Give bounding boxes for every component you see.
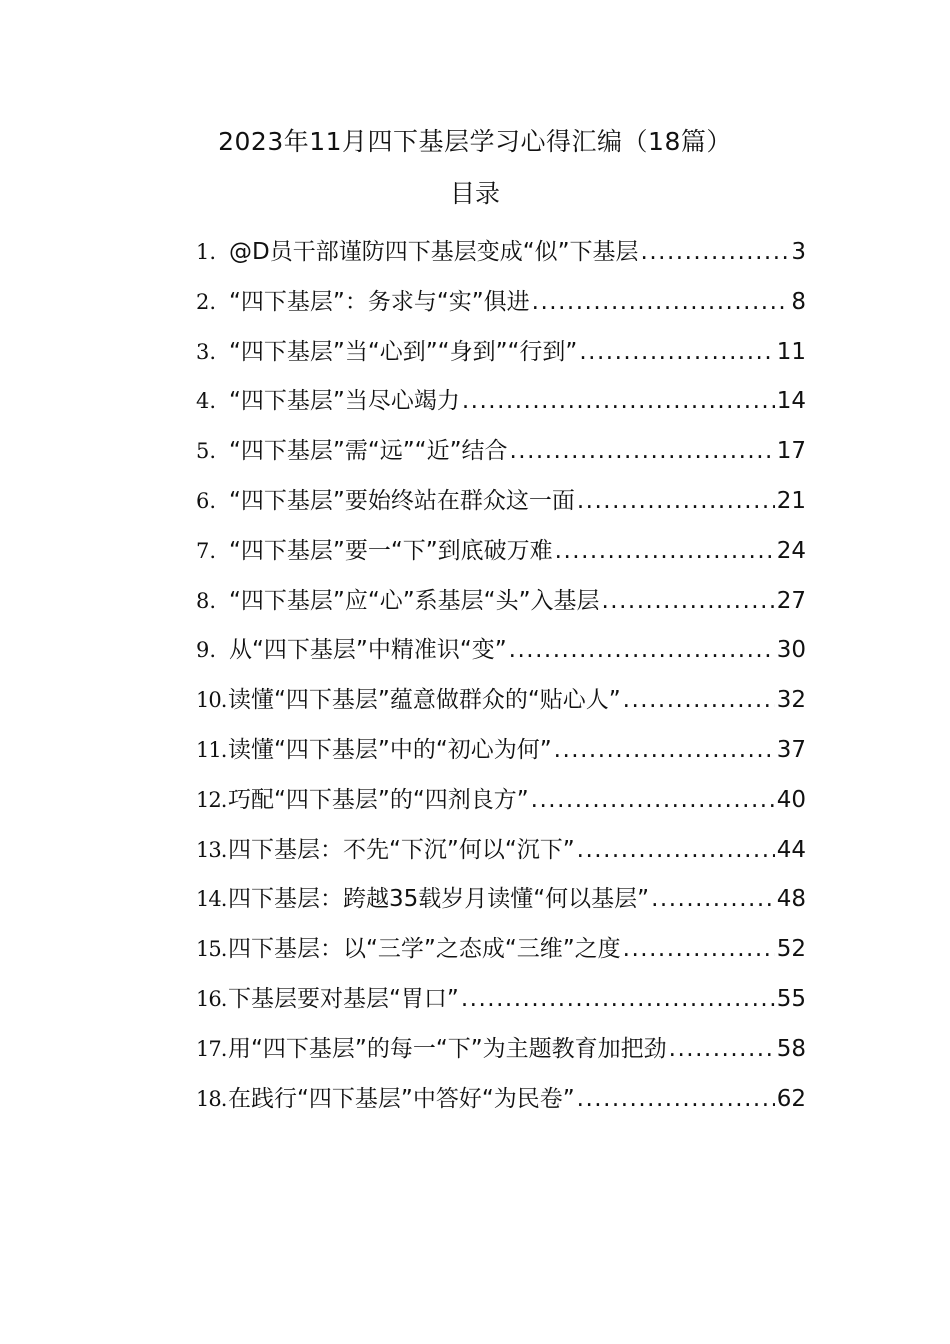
- toc-entry-title: “四下基层”需“远”“近”结合: [229, 438, 508, 465]
- toc-entry[interactable]: [196, 978, 806, 1028]
- toc-entry-title: 从“四下基层”中精准识“变”: [229, 637, 507, 664]
- toc-entry-title: 下基层要对基层“胃口”: [228, 985, 459, 1012]
- toc-entry-number: 3.: [196, 339, 217, 364]
- toc-entry-title: “四下基层”要一“下”到底破万难: [229, 537, 553, 564]
- toc-entry[interactable]: [196, 530, 806, 580]
- toc-entry-title: 读懂“四下基层”中的“初心为何”: [228, 736, 552, 763]
- toc-entry-title: @D员干部谨防四下基层变成“似”下基层: [229, 239, 639, 265]
- toc-dot-leader: [577, 1078, 775, 1120]
- toc-entry-page: 52: [776, 936, 806, 963]
- toc-entry[interactable]: [196, 1078, 806, 1128]
- toc-entry-title: “四下基层”：务求与“实”俱进: [229, 288, 530, 315]
- toc-entry-title: 巧配“四下基层”的“四剂良方”: [228, 786, 529, 813]
- toc-entry-page: 21: [776, 487, 806, 514]
- toc-entry[interactable]: [196, 878, 806, 928]
- toc-entry-title: “四下基层”应“心”系基层“头”入基层: [229, 587, 600, 614]
- toc-entry-title: 四下基层：不先“下沉”何以“沉下”: [228, 836, 575, 863]
- toc-entry-number: 12.: [196, 787, 227, 812]
- toc-entry-number: 17.: [196, 1036, 227, 1061]
- toc-entry-page: 32: [776, 687, 806, 714]
- toc-entry-number: 5.: [196, 439, 217, 464]
- document-title: 2023年11月四下基层学习心得汇编（18篇）: [218, 127, 732, 156]
- toc-entry-page: 8: [791, 288, 806, 315]
- toc-dot-leader: [461, 978, 775, 1020]
- toc-entry-page: 27: [776, 587, 806, 614]
- toc-entry-number: 13.: [196, 837, 227, 862]
- toc-heading: 目录: [449, 179, 500, 208]
- toc-entry-page: 24: [776, 537, 806, 564]
- toc-entry[interactable]: [196, 779, 806, 829]
- toc-entry-number: 4.: [196, 389, 217, 414]
- toc-entry-page: 44: [776, 836, 806, 863]
- toc-dot-leader: [577, 829, 775, 871]
- toc-entry-number: 18.: [196, 1086, 227, 1111]
- toc-entry-title: “四下基层”当尽心竭力: [229, 388, 460, 415]
- toc-entry-page: 48: [776, 886, 806, 913]
- toc-entry-title: 用“四下基层”的每一“下”为主题教育加把劲: [228, 1035, 667, 1062]
- toc-entry[interactable]: [196, 281, 806, 331]
- toc-entry-number: 6.: [196, 488, 217, 513]
- toc-entry-number: 1.: [196, 240, 217, 264]
- table-of-contents: [196, 231, 806, 1127]
- toc-entry-page: 30: [776, 637, 806, 664]
- toc-dot-leader: [669, 1028, 775, 1070]
- toc-entry[interactable]: [196, 480, 806, 530]
- toc-entry[interactable]: [196, 928, 806, 978]
- toc-dot-leader: [623, 679, 775, 721]
- toc-entry-title: 在践行“四下基层”中答好“为民卷”: [228, 1085, 575, 1112]
- toc-entry-number: 2.: [196, 289, 217, 314]
- toc-dot-leader: [579, 331, 774, 373]
- toc-entry-title: “四下基层”当“心到”“身到”“行到”: [229, 338, 578, 365]
- toc-entry[interactable]: [196, 829, 806, 879]
- toc-entry[interactable]: [196, 580, 806, 630]
- toc-dot-leader: [462, 380, 775, 422]
- toc-entry-title: 读懂“四下基层”蕴意做群众的“贴心人”: [228, 687, 621, 714]
- toc-entry-page: 17: [776, 438, 806, 465]
- toc-dot-leader: [651, 878, 775, 920]
- toc-entry-page: 37: [776, 736, 806, 763]
- toc-entry[interactable]: [196, 380, 806, 430]
- toc-entry-number: 11.: [196, 737, 227, 762]
- toc-entry-number: 8.: [196, 588, 217, 613]
- toc-entry-number: 15.: [196, 937, 227, 962]
- toc-entry-title: “四下基层”要始终站在群众这一面: [229, 487, 575, 514]
- toc-entry[interactable]: [196, 729, 806, 779]
- toc-entry[interactable]: [196, 430, 806, 480]
- toc-entry[interactable]: [196, 231, 806, 281]
- toc-dot-leader: [510, 430, 775, 472]
- toc-entry-page: 11: [776, 338, 806, 365]
- toc-dot-leader: [577, 480, 775, 522]
- toc-entry-page: 14: [776, 388, 806, 415]
- toc-entry-title: 四下基层：以“三学”之态成“三维”之度: [228, 936, 621, 963]
- toc-entry[interactable]: [196, 331, 806, 381]
- toc-entry-page: 55: [776, 985, 806, 1012]
- toc-entry-number: 9.: [196, 638, 217, 663]
- toc-dot-leader: [531, 779, 775, 821]
- toc-entry-page: 40: [776, 786, 806, 813]
- toc-dot-leader: [532, 281, 790, 323]
- toc-dot-leader: [554, 729, 775, 771]
- toc-entry-page: 62: [776, 1085, 806, 1112]
- toc-dot-leader: [555, 530, 775, 572]
- toc-entry-title: 四下基层：跨越35载岁月读懂“何以基层”: [228, 886, 650, 913]
- toc-entry[interactable]: [196, 1028, 806, 1078]
- toc-entry-page: 3: [791, 239, 806, 265]
- toc-entry[interactable]: [196, 679, 806, 729]
- toc-entry-number: 7.: [196, 538, 217, 563]
- toc-entry-number: 10.: [196, 688, 227, 713]
- toc-entry[interactable]: [196, 629, 806, 679]
- toc-dot-leader: [602, 580, 775, 622]
- toc-entry-page: 58: [776, 1035, 806, 1062]
- toc-dot-leader: [641, 231, 790, 273]
- toc-dot-leader: [623, 928, 775, 970]
- toc-entry-number: 14.: [196, 887, 227, 912]
- toc-entry-number: 16.: [196, 986, 227, 1011]
- toc-dot-leader: [509, 629, 775, 671]
